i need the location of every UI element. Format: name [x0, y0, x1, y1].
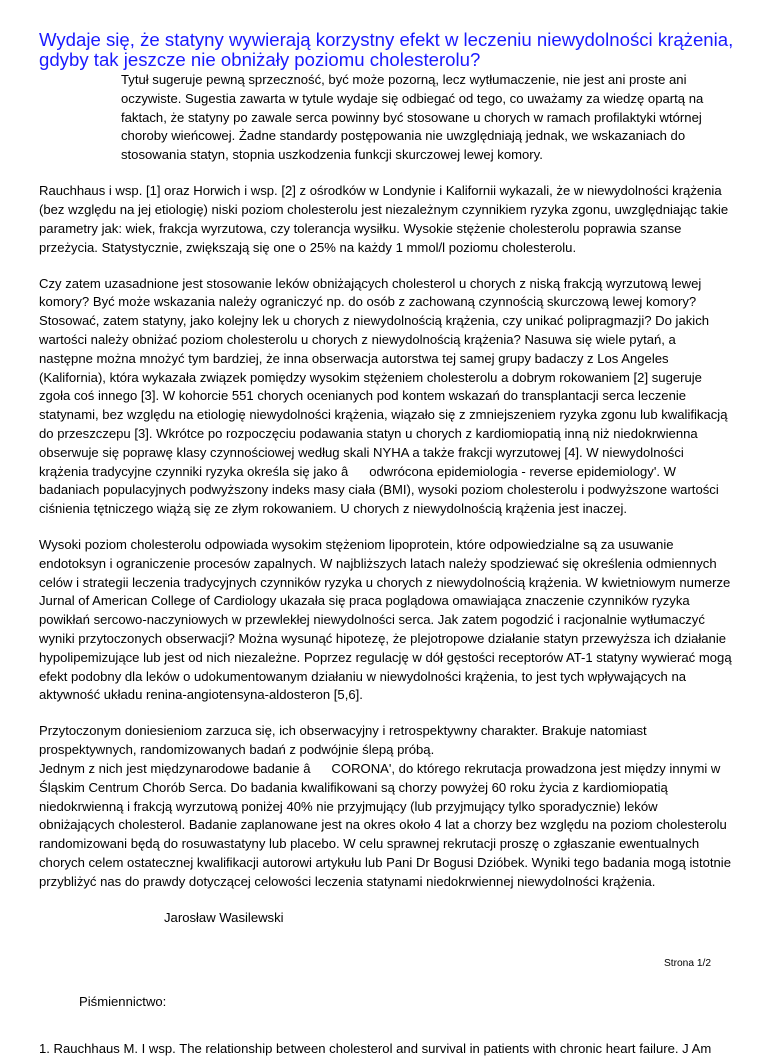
article-title: Wydaje się, że statyny wywierają korzystny efekt w leczeniu niewydolności krążenia, gdyby tak jeszcze nie obniżały poziomu cholesterolu?	[39, 29, 734, 70]
paragraph-questions: Czy zatem uzasadnione jest stosowanie leków obniżających cholesterol u chorych z niską frakcją wyrzutową lewej komory? Być może wskazania należy ograniczyć np. do osób z zachowaną czynnością skurczową lewej komory? Stosować, zatem statyny, jako kolejny lek u chorych z niewydolnością krążenia, czy unikać polipragmazji? Do jakich wartości należy obniżać poziom cholesterolu u chorych z niewydolnością krążenia? Nasuwa się wiele pytań, a następne można mnożyć tym bardziej, że inna obserwacja autorstwa tej samej grupy badaczy z Los Angeles (Kalifornia), która wykazała związek pomiędzy wysokim stężeniem cholesterolu a dobrym rokowaniem [2] sugeruje zgoła coś innego [3]. W kohorcie 551 chorych ocenianych pod kontem wskazań do transplantacji serca leczenie statynami, bez względu na etiologię niewydolności krążenia, wiązało się z zmniejszeniem ryzyka zgonu lub kwalifikacją do przeszczepu [3]. Wkrótce po rozpoczęciu podawania statyn u chorych z kardiomiopatią inną niż niedokrwienna obserwuje się poprawę klasy czynnościowej według skali NYHA a także frakcji wyrzutowej [4]. W niewydolności krążenia tradycyjne czynniki ryzyka określa się jako âodwrócona epidemiologia - reverse epidemiology'. W badaniach populacyjnych podwyższony indeks masy ciała (BMI), wysoki poziom cholesterolu i podwyższone wartości ciśnienia tętniczego wiążą się ze złym rokowaniem. U chorych z niewydolnością krążenia jest inaczej.	[39, 275, 728, 517]
references-heading: Piśmiennictwo:	[79, 993, 167, 1009]
reference-item: 1. Rauchhaus M. I wsp. The relationship between cholesterol and survival in patients with chronic heart failure. J Am	[39, 1041, 712, 1057]
paragraph-corona-trial: Jednym z nich jest międzynarodowe badanie âCORONA', do którego rekrutacja prowadzona jest między innymi w Śląskim Centrum Chorób Serca. Do badania kwalifikowani są chorzy powyżej 60 roku życia z kardiomiopatią niedokrwienną i frakcją wyrzutową poniżej 40% nie przyjmujący (lub przyjmujący tylko sporadycznie) leków obniżających cholesterol. Badanie zaplanowane jest na okres około 4 lat a chorzy bez względu na poziom cholesterolu randomizowani będą do rosuwastatyny lub placebo. W celu sprawnej rekrutacji proszę o zgłaszanie ewentualnych chorych celem ostatecznej kwalifikacji autorowi artykułu lub Pani Dr Bogusi Dzióbek. Wyniki tego badania mogą istotnie przybliżyć nas do prawdy dotyczącej celowości leczenia statynami niedokrwiennej niewydolności krążenia.	[39, 761, 731, 889]
author-name: Jarosław Wasilewski	[164, 909, 284, 925]
paragraph-intro: Tytuł sugeruje pewną sprzeczność, być może pozorną, lecz wytłumaczenie, nie jest ani proste ani oczywiste. Sugestia zawarta w tytule wydaje się odbiegać od tego, co uważamy za wiedzę opartą na faktach, że statyny po zawale serca powinny być stosowane u chorych w ramach profilaktyki wtórnej choroby wieńcowej. Żadne standardy postępowania nie uwzględniają jednak, we wskazaniach do stosowania statyn, stopnia uszkodzenia funkcji skurczowej lewej komory.	[121, 72, 704, 163]
paragraph-lipoproteins: Wysoki poziom cholesterolu odpowiada wysokim stężeniom lipoprotein, które odpowiedzialne są za usuwanie endotoksyn i ograniczenie procesów zapalnych. W najbliższych latach należy spodziewać się określenia odmiennych celów i strategii leczenia tradycyjnych czynników ryzyka u chorych z niewydolnością krążenia. W kwietniowym numerze Jurnal of American College of Cardiology ukazała się praca poglądowa omawiająca znaczenie czynników ryzyka powikłań sercowo-naczyniowych w przewlekłej niewydolności serca. Jak zatem pogodzić i racjonalnie wytłumaczyć wyniki przytoczonych obserwacji? Można wysunąć hipotezę, że plejotropowe działanie statyn przewyższa ich działanie hypolipemizujące lub jest od nich niezależne. Poprzez regulację w dół gęstości receptorów AT-1 statyny wywierać mogą efekt podobny dla leków o udokumentowanym działaniu w niewydolności krążenia, to jest tych wpływających na aktywność układu renina-angiotensyna-aldosteron [5,6].	[39, 537, 732, 703]
paragraph-criticism: Przytoczonym doniesieniom zarzuca się, ich obserwacyjny i retrospektywny charakter. Brakuje natomiast prospektywnych, randomizowanych badań z podwójnie ślepą próbą.	[39, 723, 647, 758]
page-number: Strona 1/2	[664, 958, 712, 969]
paragraph-studies: Rauchhaus i wsp. [1] oraz Horwich i wsp. [2] z ośrodków w Londynie i Kalifornii wykazali, że w niewydolności krążenia (bez względu na jej etiologię) niski poziom cholesterolu jest niezależnym czynnikiem ryzyka zgonu, uwzględniając takie parametry jak: wiek, frakcja wyrzutowa, czy tolerancja wysiłku. Wysokie stężenie cholesterolu poprawia szanse przeżycia. Statystycznie, zwiększają się one o 25% na każdy 1 mmol/l poziomu cholesterolu.	[39, 183, 729, 255]
article-body	[39, 71, 733, 1059]
